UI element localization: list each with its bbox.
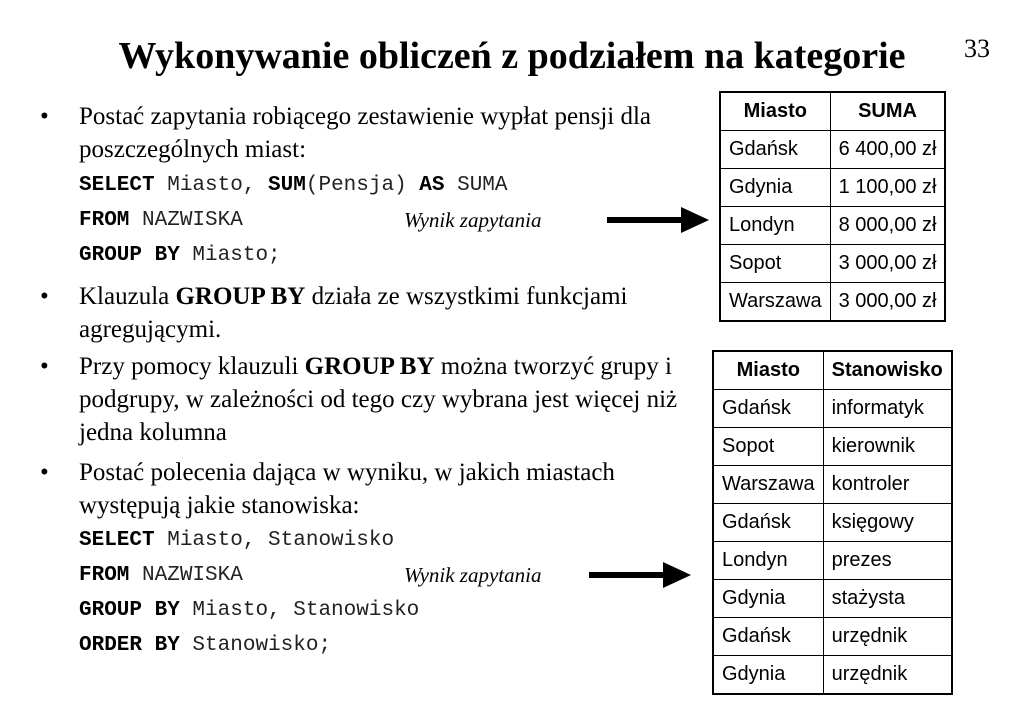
- result-table-1: [719, 91, 946, 322]
- table-cell: informatyk: [823, 390, 952, 428]
- bullet-dot-icon: •: [40, 103, 49, 130]
- table-body: [713, 390, 952, 695]
- table-cell: Warszawa: [720, 283, 830, 322]
- slide-number: 33: [964, 34, 990, 63]
- table-cell: urzędnik: [823, 618, 952, 656]
- table-cell: kontroler: [823, 466, 952, 504]
- table-cell: Warszawa: [713, 466, 823, 504]
- table-cell: kierownik: [823, 428, 952, 466]
- bullet-item: [40, 350, 690, 449]
- bullet-dot-icon: •: [40, 353, 49, 380]
- table-cell: 1 100,00 zł: [830, 169, 945, 207]
- table-row: [720, 245, 945, 283]
- column-header: Miasto: [720, 92, 830, 131]
- table-cell: Gdańsk: [720, 131, 830, 169]
- table-cell: urzędnik: [823, 656, 952, 695]
- column-header: SUMA: [830, 92, 945, 131]
- table-cell: Gdańsk: [713, 390, 823, 428]
- table-cell: Londyn: [720, 207, 830, 245]
- bullet-dot-icon: •: [40, 459, 49, 486]
- right-arrow-icon: [607, 207, 709, 233]
- table-cell: prezes: [823, 542, 952, 580]
- table-cell: Sopot: [713, 428, 823, 466]
- table-cell: Sopot: [720, 245, 830, 283]
- table-row: [720, 169, 945, 207]
- table-cell: Gdańsk: [713, 504, 823, 542]
- table-cell: Londyn: [713, 542, 823, 580]
- bullet-text: Klauzula GROUP BY działa ze wszystkimi funkcjami agregującymi.: [79, 283, 628, 343]
- table-row: [713, 618, 952, 656]
- bullet-text: Postać zapytania robiącego zestawienie wypłat pensji dla poszczególnych miast:: [79, 103, 652, 163]
- table-body: [720, 131, 945, 322]
- table-cell: Gdynia: [720, 169, 830, 207]
- table-cell: 3 000,00 zł: [830, 245, 945, 283]
- table-cell: księgowy: [823, 504, 952, 542]
- table-row: [713, 542, 952, 580]
- table-row: [713, 390, 952, 428]
- table-cell: 6 400,00 zł: [830, 131, 945, 169]
- sql-query-2: SELECT Miasto, Stanowisko FROM NAZWISKA GROUP BY Miasto, Stanowisko ORDER BY Stanowisko;: [79, 529, 420, 657]
- table-row: [713, 466, 952, 504]
- bullet-dot-icon: •: [40, 283, 49, 310]
- table-cell: Gdańsk: [713, 618, 823, 656]
- column-header: Miasto: [713, 351, 823, 390]
- table-row: [713, 428, 952, 466]
- table-row: [713, 580, 952, 618]
- table-row: [720, 131, 945, 169]
- table-cell: Gdynia: [713, 656, 823, 695]
- table-cell: Gdynia: [713, 580, 823, 618]
- sql-query-1: SELECT Miasto, SUM(Pensja) AS SUMA FROM NAZWISKA GROUP BY Miasto;: [79, 174, 508, 267]
- table-row: [720, 283, 945, 322]
- table-header-row: [720, 92, 945, 131]
- slide-title: Wykonywanie obliczeń z podziałem na kategorie: [118, 35, 906, 77]
- bullet-item: [40, 280, 690, 346]
- table-row: [713, 656, 952, 695]
- result-label-2: Wynik zapytania: [404, 563, 542, 587]
- result-label-1: Wynik zapytania: [404, 208, 542, 232]
- bullet-text: Przy pomocy klauzuli GROUP BY można tworzyć grupy i podgrupy, w zależności od tego czy wybrana jest więcej niż jedna kolumna: [79, 353, 678, 446]
- table-cell: 8 000,00 zł: [830, 207, 945, 245]
- right-arrow-icon: [589, 562, 691, 588]
- table-row: [713, 504, 952, 542]
- table-cell: 3 000,00 zł: [830, 283, 945, 322]
- bullet-text: Postać polecenia dająca w wyniku, w jakich miastach występują jakie stanowiska:: [79, 459, 615, 519]
- table-row: [720, 207, 945, 245]
- bullet-item: [40, 100, 690, 166]
- table-cell: stażysta: [823, 580, 952, 618]
- column-header: Stanowisko: [823, 351, 952, 390]
- table-header-row: [713, 351, 952, 390]
- result-table-2: [712, 350, 953, 695]
- bullet-item: [40, 456, 690, 522]
